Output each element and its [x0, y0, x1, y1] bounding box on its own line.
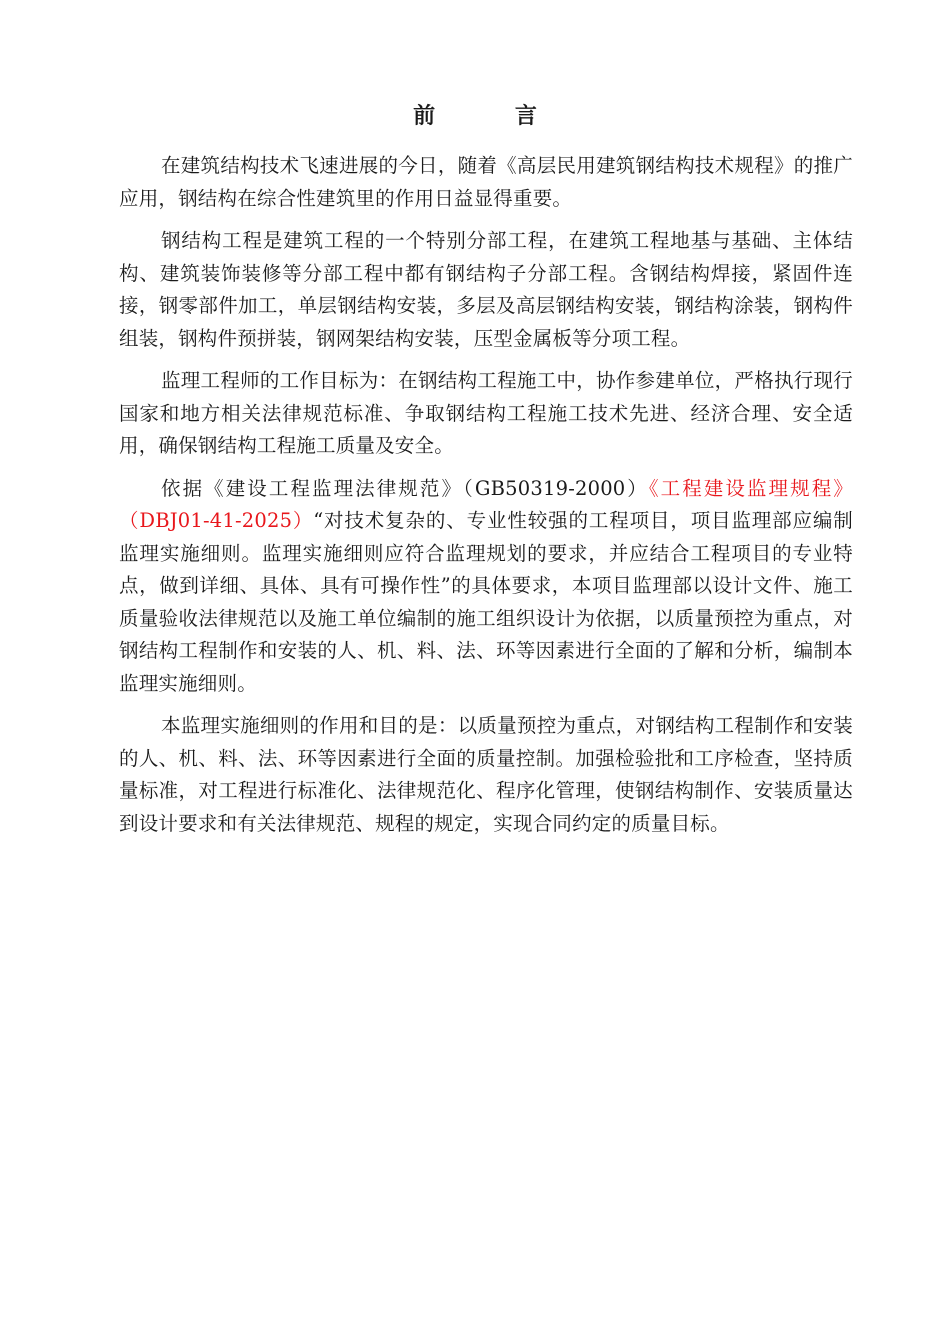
paragraph-basis [119, 473, 853, 701]
highlighted-regulation-reference: 《工程建设监理规程》（DBJ01-41-2025） [119, 476, 853, 532]
paragraph-scope: 钢结构工程是建筑工程的一个特别分部工程，在建筑工程地基与基础、主体结构、建筑装饰装修等分部工程中都有钢结构子分部工程。含钢结构焊接，紧固件连接，钢零部件加工，单层钢结构安装，多层及高层钢结构安装，钢结构涂装，钢构件组装，钢构件预拼装，钢网架结构安装，压型金属板等分项工程。 [119, 229, 853, 350]
document-body [119, 150, 853, 850]
basis-text-after: “对技术复杂的、专业性较强的工程项目，项目监理部应编制监理实施细则。监理实施细则应符合监理规划的要求，并应结合工程项目的专业特点，做到详细、具体、具有可操作性”的具体要求，本项目监理部以设计文件、施工质量验收法律规范以及施工单位编制的施工组织设计为依据，以质量预控为重点，对钢结构工程制作和安装的人、机、料、法、环等因素进行全面的了解和分析，编制本监理实施细则。 [119, 509, 853, 695]
basis-text-before: 依据《建设工程监理法律规范》（GB50319-2000） [161, 476, 649, 500]
page-title: 前 言 [413, 104, 573, 129]
paragraph-objectives: 监理工程师的工作目标为：在钢结构工程施工中，协作参建单位，严格执行现行国家和地方相关法律规范标准、争取钢结构工程施工技术先进、经济合理、安全适用，确保钢结构工程施工质量及安全。 [119, 369, 853, 457]
paragraph-purpose: 本监理实施细则的作用和目的是：以质量预控为重点，对钢结构工程制作和安装的人、机、料、法、环等因素进行全面的质量控制。加强检验批和工序检查，坚持质量标准，对工程进行标准化、法律规范化、程序化管理，使钢结构制作、安装质量达到设计要求和有关法律规范、规程的规定，实现合同约定的质量目标。 [119, 714, 853, 835]
paragraph-intro: 在建筑结构技术飞速进展的今日，随着《高层民用建筑钢结构技术规程》的推广应用，钢结构在综合性建筑里的作用日益显得重要。 [119, 154, 853, 210]
